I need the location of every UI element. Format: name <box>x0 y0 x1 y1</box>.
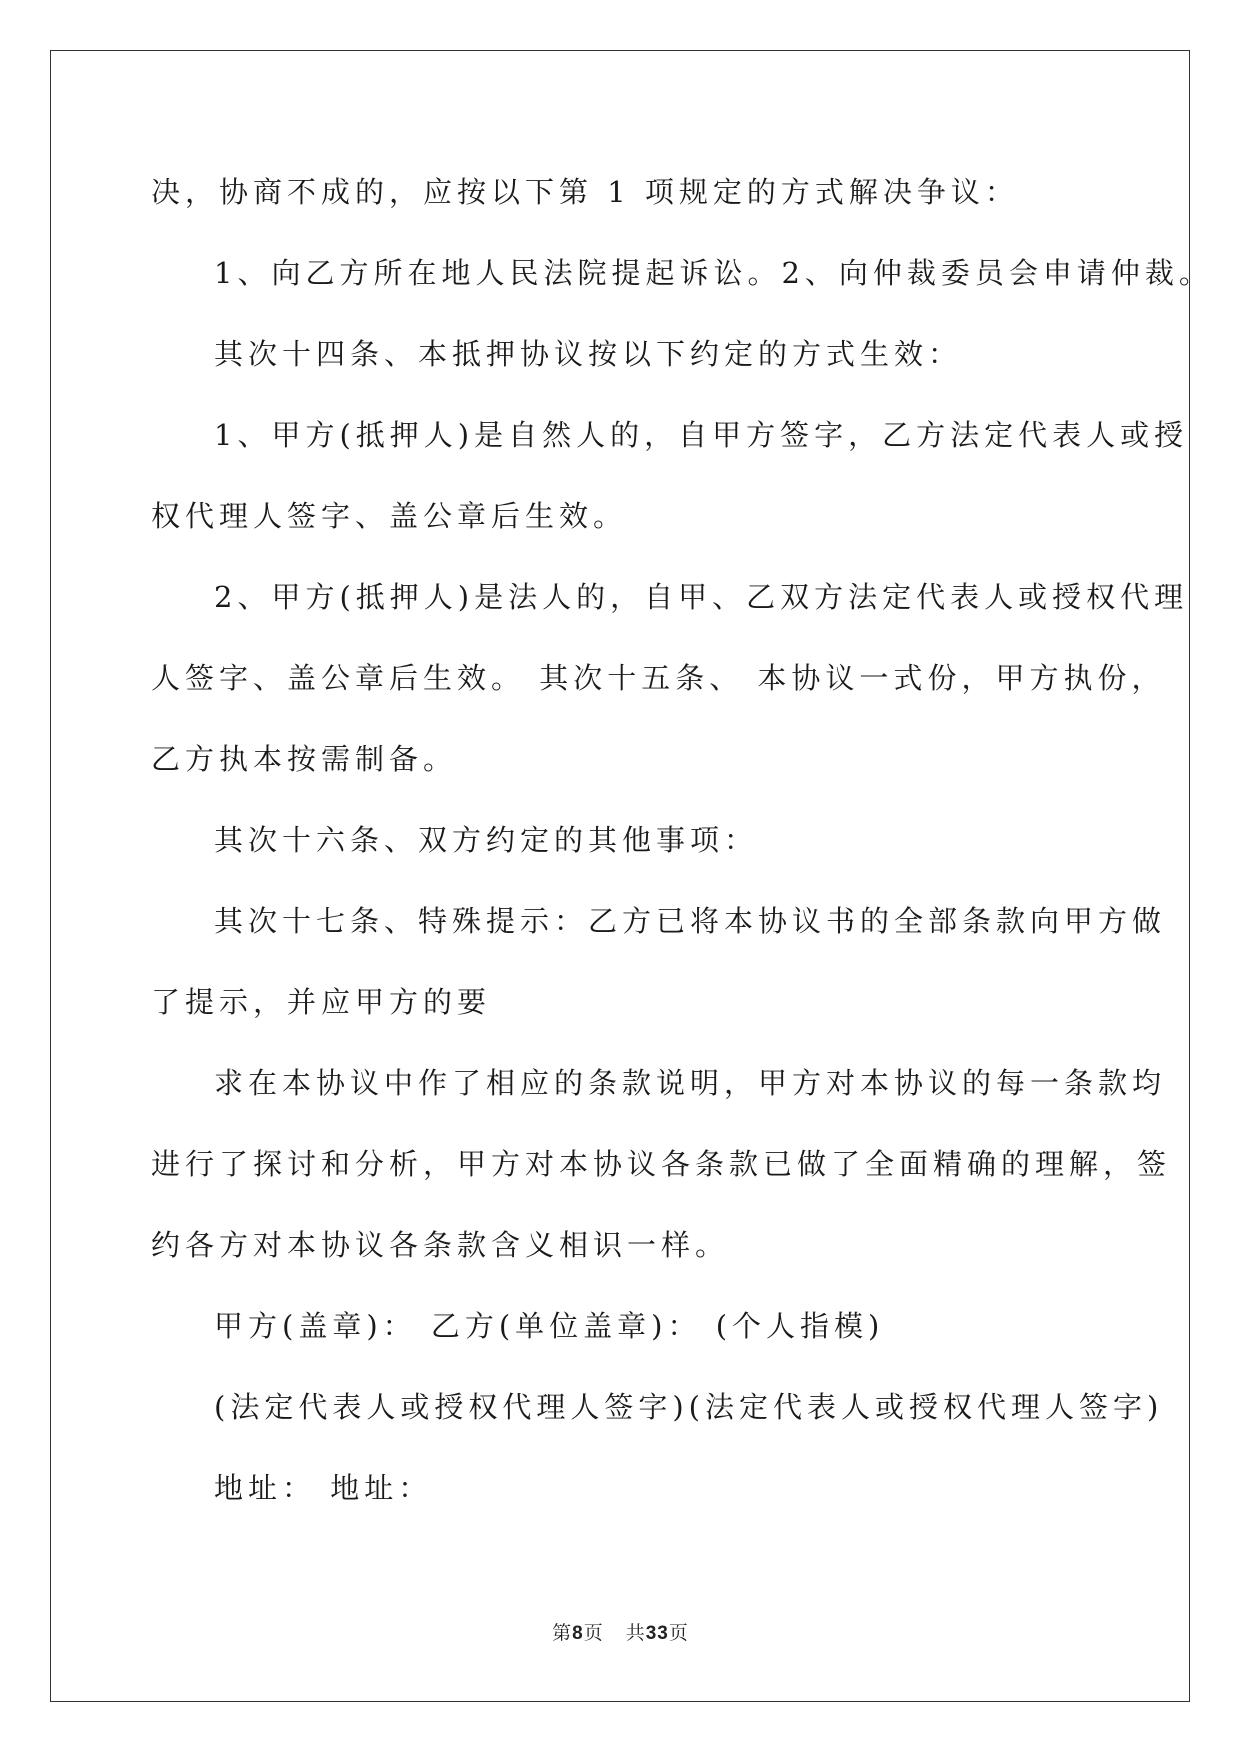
page-border <box>50 50 1190 1702</box>
text-line-2: 1、向乙方所在地人民法院提起诉讼。2、向仲裁委员会申请仲裁。 <box>214 256 1213 290</box>
total-suffix: 页 <box>668 1622 689 1644</box>
text-line-12: 求在本协议中作了相应的条款说明，甲方对本协议的每一条款均 <box>214 1066 1167 1100</box>
signature-line-2: (法定代表人或授权代理人签字)(法定代表人或授权代理人签字) <box>214 1390 1164 1424</box>
page-footer <box>0 1618 1241 1645</box>
text-line-11: 了提示，并应甲方的要 <box>151 985 492 1019</box>
page-suffix: 页 <box>583 1622 604 1644</box>
text-line-9: 其次十六条、双方约定的其他事项： <box>214 823 759 857</box>
text-line-1: 决，协商不成的，应按以下第 1 项规定的方式解决争议： <box>151 175 1019 209</box>
page-prefix: 第 <box>552 1622 573 1644</box>
text-line-10: 其次十七条、特殊提示：乙方已将本协议书的全部条款向甲方做 <box>214 904 1167 938</box>
text-line-6: 2、甲方(抵押人)是法人的，自甲、乙双方法定代表人或授权代理 <box>214 580 1189 614</box>
total-prefix: 共 <box>625 1622 646 1644</box>
text-line-7: 人签字、盖公章后生效。 其次十五条、 本协议一式份，甲方执份， <box>151 661 1166 695</box>
text-line-5: 权代理人签字、盖公章后生效。 <box>151 499 628 533</box>
total-pages: 33 <box>645 1623 669 1644</box>
signature-line-1: 甲方(盖章)： 乙方(单位盖章)： (个人指模) <box>214 1309 885 1343</box>
text-line-13: 进行了探讨和分析，甲方对本协议各条款已做了全面精确的理解，签 <box>151 1147 1172 1181</box>
address-line: 地址： 地址： <box>214 1471 433 1505</box>
text-line-4: 1、甲方(抵押人)是自然人的，自甲方签字，乙方法定代表人或授 <box>214 418 1189 452</box>
text-line-14: 约各方对本协议各条款含义相识一样。 <box>151 1228 730 1262</box>
text-line-3: 其次十四条、本抵押协议按以下约定的方式生效： <box>214 337 963 371</box>
text-line-8: 乙方执本按需制备。 <box>151 742 458 776</box>
page-number: 8 <box>572 1623 584 1644</box>
